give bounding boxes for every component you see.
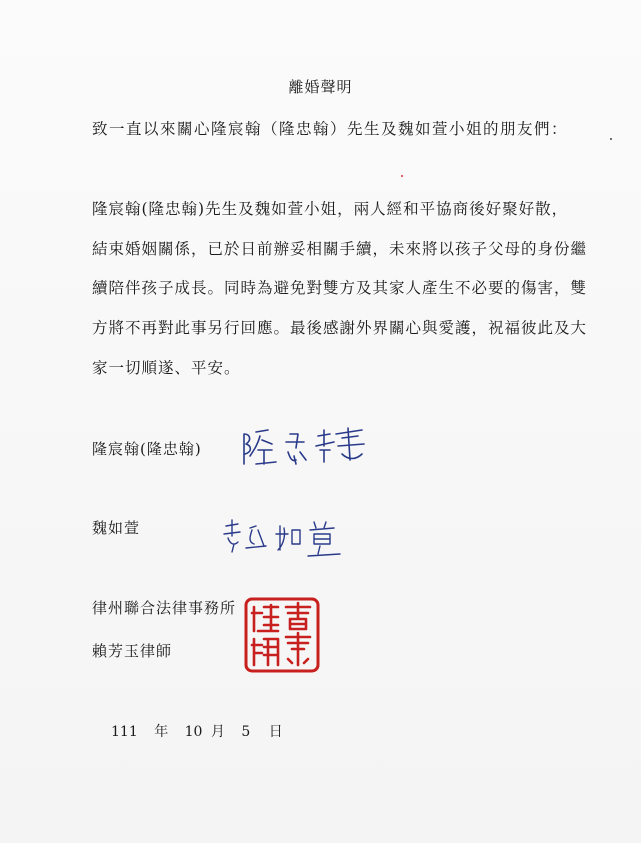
- date-month: 10: [184, 724, 203, 740]
- date-year-unit: 年: [154, 724, 169, 740]
- scan-mark: [610, 138, 612, 140]
- document-title: 離婚聲明: [288, 78, 353, 96]
- body-line-5: 家一切順遂、平安。: [92, 359, 241, 377]
- body-line-4: 方將不再對此事另行回應。最後感謝外界關心與愛護，祝福彼此及大: [92, 319, 588, 337]
- body-line-3: 續陪伴孩子成長。同時為避免對雙方及其家人產生不必要的傷害，雙: [92, 279, 588, 297]
- greeting-line: 致一直以來關心隆宸翰（隆忠翰）先生及魏如萱小姐的朋友們：: [92, 120, 569, 138]
- scan-mark: [401, 175, 403, 177]
- signatory-1-label: 隆宸翰(隆忠翰): [92, 440, 202, 458]
- document-date: [111, 721, 283, 741]
- date-day-unit: 日: [268, 724, 283, 740]
- date-day: 5: [241, 724, 251, 740]
- body-line-1: 隆宸翰(隆忠翰)先生及魏如萱小姐，兩人經和平協商後好聚好散，: [92, 200, 569, 218]
- law-firm-name: 律州聯合法律事務所: [92, 599, 237, 617]
- signature-1-image: [238, 420, 373, 470]
- lawyer-name: 賴芳玉律師: [92, 642, 173, 660]
- date-month-unit: 月: [210, 724, 225, 740]
- date-year: 111: [111, 724, 138, 740]
- signature-2-image: [220, 516, 345, 560]
- signatory-2-label: 魏如萱: [92, 519, 141, 537]
- body-line-2: 結束婚姻關係，已於日前辦妥相關手續，未來將以孩子父母的身份繼: [92, 240, 588, 258]
- lawyer-seal-stamp: [244, 597, 320, 673]
